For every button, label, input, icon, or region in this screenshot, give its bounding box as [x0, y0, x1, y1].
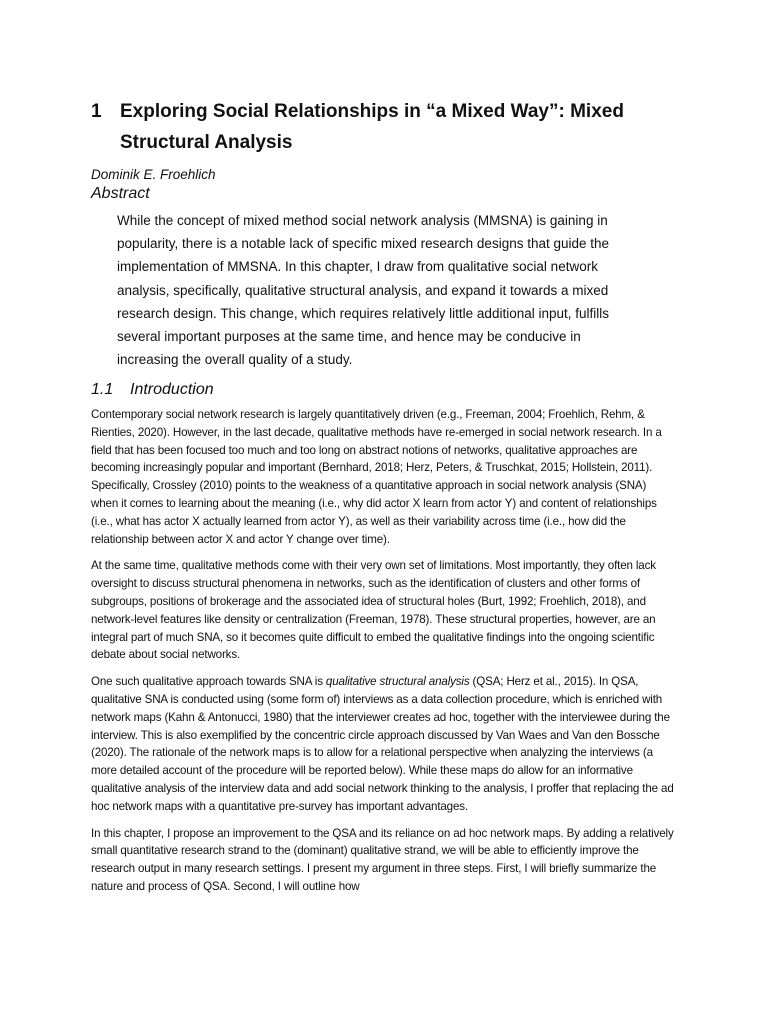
paragraph-3-end: (QSA; Herz et al., 2015). In QSA, qualitative SNA is conducted using (some form of) interviews as a data collection procedure, which is enriched with network maps (Kahn & Antonucci, 1980) that the interviewer creates ad hoc, together with the interviewee during the interview. This is also exemplified by the concentric circle approach discussed by Van Waes and Van den Bossche (2020). The rationale of the network maps is to allow for a relational perspective when analyzing the interviews (a more detailed account of the procedure will be reported below). While these maps do allow for an informative qualitative analysis of the interview data and add social network thinking to the analysis, I proffer that replacing the ad hoc network maps with a quantitative pre-survey has important advantages.: [91, 675, 674, 813]
chapter-title: [91, 96, 711, 158]
section-title: Introduction: [130, 381, 214, 398]
author-name: Dominik E. Froehlich: [91, 167, 216, 182]
paragraph-4: In this chapter, I propose an improvement to the QSA and its reliance on ad hoc network maps. By adding a relatively small quantitative research strand to the (dominant) qualitative strand, we will be able to efficiently improve the research output in many research settings. I present my argument in three steps. First, I will briefly summarize the nature and process of QSA. Second, I will outline how: [91, 826, 674, 893]
section-heading: [91, 380, 214, 400]
paragraph-3: [91, 673, 674, 815]
paragraph-3-start: One such qualitative approach towards SNA is: [91, 675, 326, 689]
abstract-heading: Abstract: [91, 185, 150, 202]
paragraph-3-emphasis: qualitative structural analysis: [325, 675, 470, 689]
body-text: [91, 406, 674, 905]
chapter-title-text: Exploring Social Relationships in “a Mixed Way”: Mixed Structural Analysis: [120, 101, 624, 153]
abstract-text: While the concept of mixed method social network analysis (MMSNA) is gaining in popularity, there is a notable lack of specific mixed research designs that guide the implementation of MMSNA. In this chapter, I draw from qualitative social network analysis, specifically, qualitative structural analysis, and expand it towards a mixed research design. This change, which requires relatively little additional input, fulfills several important purposes at the same time, and hence may be conducive in increasing the overall quality of a study.: [117, 213, 610, 368]
paragraph-1: Contemporary social network research is largely quantitatively driven (e.g., Freeman, 2004; Froehlich, Rehm, & Rienties, 2020). However, in the last decade, qualitative methods have re-emerged in social network research. In a field that has been focused too much and too long on abstract notions of networks, qualitative approaches are becoming increasingly popular and important (Bernhard, 2018; Herz, Peters, & Truschkat, 2015; Hollstein, 2011). Specifically, Crossley (2010) points to the weakness of a quantitative approach in social network analysis (SNA) when it comes to learning about the meaning (i.e., why did actor X learn from actor Y) and content of relationships (i.e., what has actor X actually learned from actor Y), as well as their variability across time (i.e., how did the relationship between actor X and actor Y change over time).: [91, 408, 662, 546]
section-number: 1.1: [91, 381, 114, 398]
paragraph-2: At the same time, qualitative methods come with their very own set of limitations. Most importantly, they often lack oversight to discuss structural phenomena in networks, such as the identification of clusters and other forms of subgroups, positions of brokerage and the associated idea of structural holes (Burt, 1992; Froehlich, 2018), and network-level features like density or centralization (Freeman, 1978). These structural properties, however, are an integral part of much SNA, so it becomes quite difficult to embed the qualitative findings into the ongoing scientific debate about social networks.: [91, 559, 656, 662]
chapter-number: 1: [91, 101, 102, 122]
